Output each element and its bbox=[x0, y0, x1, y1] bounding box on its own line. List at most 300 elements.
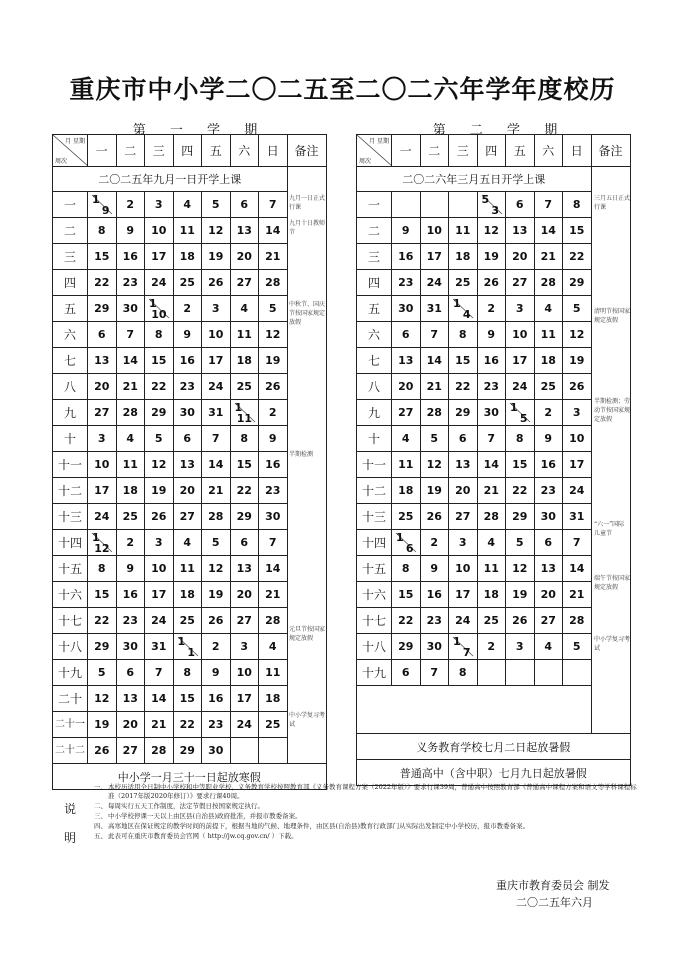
week-number: 十一 bbox=[357, 452, 392, 478]
note-index: 二、 bbox=[94, 802, 107, 810]
date-cell: 5 bbox=[563, 296, 592, 322]
date-cell: 14 bbox=[259, 218, 288, 244]
date-cell: 2 bbox=[116, 192, 145, 218]
date-cell: 26 bbox=[202, 270, 231, 296]
date-cell: 8 bbox=[449, 660, 478, 686]
weekday-header: 四 bbox=[173, 135, 202, 167]
date-cell: 26 bbox=[420, 504, 449, 530]
date-cell: 4 bbox=[116, 426, 145, 452]
date-cell: 11 bbox=[392, 452, 421, 478]
remark-text: 中秋节、国庆节按国家规定放假 bbox=[289, 301, 326, 326]
cell-day: 1 bbox=[453, 635, 461, 648]
month-start-cell bbox=[449, 634, 478, 660]
date-cell: 20 bbox=[230, 582, 259, 608]
date-cell: 8 bbox=[88, 218, 117, 244]
remark-text: 三月五日正式行课 bbox=[594, 195, 631, 211]
date-cell: 9 bbox=[477, 322, 506, 348]
date-cell: 29 bbox=[563, 270, 592, 296]
date-cell: 17 bbox=[88, 478, 117, 504]
date-cell: 21 bbox=[563, 582, 592, 608]
date-cell: 15 bbox=[392, 582, 421, 608]
week-number: 十二 bbox=[53, 478, 88, 504]
week-row bbox=[357, 530, 631, 556]
date-cell: 5 bbox=[506, 530, 535, 556]
date-cell: 30 bbox=[202, 738, 231, 764]
issue-date: 二〇二五年六月 bbox=[516, 896, 593, 909]
header-corner bbox=[357, 135, 392, 167]
date-cell bbox=[420, 192, 449, 218]
date-cell: 15 bbox=[88, 244, 117, 270]
week-row bbox=[357, 244, 631, 270]
week-row bbox=[53, 608, 327, 634]
week-number: 二十二 bbox=[53, 738, 88, 764]
semester1-title: 第 一 学 期 bbox=[132, 123, 268, 138]
week-row bbox=[357, 582, 631, 608]
date-cell: 27 bbox=[230, 608, 259, 634]
date-cell: 2 bbox=[420, 530, 449, 556]
date-cell: 27 bbox=[449, 504, 478, 530]
week-number: 十四 bbox=[357, 530, 392, 556]
date-cell: 2 bbox=[534, 400, 563, 426]
date-cell: 23 bbox=[173, 374, 202, 400]
date-cell: 29 bbox=[506, 504, 535, 530]
date-cell: 24 bbox=[563, 478, 592, 504]
semester-start-text: 二〇二六年三月五日开学上课 bbox=[357, 167, 592, 192]
remark-text: 清明节按国家规定放假 bbox=[594, 308, 631, 324]
date-cell: 20 bbox=[534, 582, 563, 608]
date-cell: 14 bbox=[563, 556, 592, 582]
date-cell: 11 bbox=[116, 452, 145, 478]
remark-text: “六一”国际儿童节 bbox=[594, 521, 625, 537]
date-cell: 15 bbox=[230, 452, 259, 478]
week-row bbox=[53, 296, 327, 322]
date-cell: 9 bbox=[116, 218, 145, 244]
date-cell: 24 bbox=[145, 608, 174, 634]
date-cell bbox=[392, 192, 421, 218]
date-cell: 29 bbox=[88, 296, 117, 322]
note-text: 中小学校停课一天以上由区县(自治县)政府批准，并报市教委备案。 bbox=[108, 812, 302, 820]
cell-month: 10 bbox=[151, 308, 167, 321]
corner-week-label: 周次 bbox=[55, 158, 68, 165]
week-row bbox=[53, 374, 327, 400]
date-cell: 4 bbox=[173, 530, 202, 556]
date-cell: 3 bbox=[506, 634, 535, 660]
date-cell: 17 bbox=[449, 582, 478, 608]
week-row bbox=[357, 296, 631, 322]
date-cell: 8 bbox=[506, 426, 535, 452]
remarks-header: 备注 bbox=[287, 135, 326, 167]
date-cell bbox=[506, 660, 535, 686]
week-row bbox=[357, 660, 631, 686]
note-item bbox=[60, 822, 640, 831]
date-cell: 31 bbox=[420, 296, 449, 322]
date-cell: 12 bbox=[259, 322, 288, 348]
week-number: 十八 bbox=[53, 634, 88, 660]
date-cell: 18 bbox=[449, 244, 478, 270]
date-cell: 7 bbox=[477, 426, 506, 452]
date-cell: 7 bbox=[202, 426, 231, 452]
week-row bbox=[357, 218, 631, 244]
weekday-header: 三 bbox=[145, 135, 174, 167]
date-cell: 28 bbox=[259, 270, 288, 296]
date-cell: 23 bbox=[116, 270, 145, 296]
week-row bbox=[53, 192, 327, 218]
date-cell: 26 bbox=[563, 374, 592, 400]
date-cell: 11 bbox=[173, 556, 202, 582]
date-cell: 25 bbox=[477, 608, 506, 634]
date-cell: 8 bbox=[563, 192, 592, 218]
week-number: 十三 bbox=[53, 504, 88, 530]
remark-text: 半期检测 bbox=[289, 451, 314, 458]
date-cell: 13 bbox=[449, 452, 478, 478]
date-cell: 21 bbox=[477, 478, 506, 504]
date-cell: 9 bbox=[420, 556, 449, 582]
date-cell: 20 bbox=[449, 478, 478, 504]
date-cell: 27 bbox=[116, 738, 145, 764]
month-start-cell bbox=[145, 296, 174, 322]
blank-area bbox=[357, 686, 592, 734]
week-row bbox=[53, 530, 327, 556]
date-cell: 16 bbox=[259, 452, 288, 478]
semester-start-text: 二〇二五年九月一日开学上课 bbox=[53, 167, 288, 192]
week-row bbox=[53, 504, 327, 530]
date-cell: 16 bbox=[202, 686, 231, 712]
week-number: 十 bbox=[53, 426, 88, 452]
week-number: 五 bbox=[357, 296, 392, 322]
date-cell: 8 bbox=[449, 322, 478, 348]
date-cell: 13 bbox=[230, 556, 259, 582]
notes-label-2: 明 bbox=[64, 831, 77, 845]
date-cell: 12 bbox=[88, 686, 117, 712]
date-cell: 30 bbox=[116, 634, 145, 660]
date-cell: 12 bbox=[202, 218, 231, 244]
date-cell: 23 bbox=[259, 478, 288, 504]
week-row bbox=[357, 192, 631, 218]
date-cell: 8 bbox=[230, 426, 259, 452]
week-number: 四 bbox=[53, 270, 88, 296]
semester2-footer-2: 普通高中（含中职）七月九日起放暑假 bbox=[357, 760, 631, 786]
date-cell: 27 bbox=[506, 270, 535, 296]
date-cell: 14 bbox=[534, 218, 563, 244]
date-cell: 28 bbox=[534, 270, 563, 296]
week-number: 八 bbox=[357, 374, 392, 400]
date-cell: 25 bbox=[173, 608, 202, 634]
week-row bbox=[357, 322, 631, 348]
week-row bbox=[53, 244, 327, 270]
date-cell: 4 bbox=[230, 296, 259, 322]
date-cell: 22 bbox=[563, 244, 592, 270]
date-cell: 22 bbox=[173, 712, 202, 738]
date-cell: 16 bbox=[477, 348, 506, 374]
month-start-cell bbox=[506, 400, 535, 426]
date-cell: 19 bbox=[563, 348, 592, 374]
date-cell: 27 bbox=[534, 608, 563, 634]
date-cell: 16 bbox=[420, 582, 449, 608]
date-cell: 26 bbox=[202, 608, 231, 634]
date-cell: 19 bbox=[202, 244, 231, 270]
cell-day: 1 bbox=[453, 297, 461, 310]
weekday-header: 六 bbox=[230, 135, 259, 167]
week-number: 十七 bbox=[53, 608, 88, 634]
date-cell bbox=[230, 738, 259, 764]
cell-day: 1 bbox=[177, 635, 186, 648]
week-row bbox=[53, 660, 327, 686]
week-row bbox=[53, 712, 327, 738]
week-row bbox=[53, 452, 327, 478]
date-cell: 28 bbox=[145, 738, 174, 764]
date-cell: 5 bbox=[420, 426, 449, 452]
week-number: 九 bbox=[53, 400, 88, 426]
date-cell: 17 bbox=[145, 244, 174, 270]
date-cell: 18 bbox=[230, 348, 259, 374]
date-cell: 29 bbox=[449, 400, 478, 426]
page-title: 重庆市中小学二〇二五至二〇二六年学年度校历 bbox=[69, 75, 616, 104]
date-cell: 10 bbox=[202, 322, 231, 348]
date-cell: 30 bbox=[534, 504, 563, 530]
date-cell: 12 bbox=[420, 452, 449, 478]
date-cell: 21 bbox=[259, 582, 288, 608]
week-number: 九 bbox=[357, 400, 392, 426]
date-cell: 2 bbox=[259, 400, 288, 426]
date-cell: 22 bbox=[506, 478, 535, 504]
date-cell: 23 bbox=[534, 478, 563, 504]
date-cell: 2 bbox=[202, 634, 231, 660]
note-index: 三、 bbox=[94, 812, 107, 820]
date-cell: 3 bbox=[145, 192, 174, 218]
remarks-header: 备注 bbox=[591, 135, 630, 167]
date-cell: 30 bbox=[420, 634, 449, 660]
semester1-calendar bbox=[52, 134, 327, 790]
week-row bbox=[357, 374, 631, 400]
date-cell: 17 bbox=[230, 686, 259, 712]
date-cell: 11 bbox=[534, 322, 563, 348]
date-cell: 17 bbox=[202, 348, 231, 374]
weekday-header: 二 bbox=[116, 135, 145, 167]
week-row bbox=[53, 348, 327, 374]
date-cell: 6 bbox=[449, 426, 478, 452]
notes-label-1: 说 bbox=[64, 802, 77, 816]
date-cell: 27 bbox=[392, 400, 421, 426]
notes bbox=[60, 783, 640, 842]
week-number: 六 bbox=[357, 322, 392, 348]
date-cell: 4 bbox=[259, 634, 288, 660]
date-cell: 6 bbox=[534, 530, 563, 556]
week-number: 三 bbox=[357, 244, 392, 270]
week-row bbox=[53, 478, 327, 504]
date-cell: 6 bbox=[230, 192, 259, 218]
date-cell: 2 bbox=[116, 530, 145, 556]
date-cell: 27 bbox=[173, 504, 202, 530]
note-text: 此表可在重庆市教育委员会官网（ http://jw.cq.gov.cn/ ）下载。 bbox=[108, 832, 298, 840]
week-number: 十九 bbox=[53, 660, 88, 686]
week-row bbox=[357, 608, 631, 634]
date-cell: 6 bbox=[392, 660, 421, 686]
date-cell: 8 bbox=[145, 322, 174, 348]
date-cell: 3 bbox=[88, 426, 117, 452]
date-cell: 28 bbox=[420, 400, 449, 426]
week-row bbox=[53, 686, 327, 712]
date-cell: 30 bbox=[392, 296, 421, 322]
date-cell: 10 bbox=[420, 218, 449, 244]
date-cell: 28 bbox=[563, 608, 592, 634]
corner-month-label: 月 星期 bbox=[65, 138, 85, 145]
date-cell: 3 bbox=[449, 530, 478, 556]
date-cell: 4 bbox=[392, 426, 421, 452]
weekday-header: 一 bbox=[392, 135, 421, 167]
weekday-header: 四 bbox=[477, 135, 506, 167]
week-number: 一 bbox=[357, 192, 392, 218]
week-row bbox=[357, 400, 631, 426]
month-start-cell bbox=[230, 400, 259, 426]
date-cell: 25 bbox=[534, 374, 563, 400]
date-cell: 20 bbox=[506, 244, 535, 270]
date-cell: 28 bbox=[259, 608, 288, 634]
date-cell: 19 bbox=[88, 712, 117, 738]
date-cell: 21 bbox=[202, 478, 231, 504]
week-row bbox=[53, 400, 327, 426]
week-number: 二十一 bbox=[53, 712, 88, 738]
date-cell: 3 bbox=[145, 530, 174, 556]
date-cell: 5 bbox=[202, 192, 231, 218]
date-cell: 15 bbox=[173, 686, 202, 712]
date-cell: 26 bbox=[88, 738, 117, 764]
date-cell: 24 bbox=[506, 374, 535, 400]
date-cell: 26 bbox=[506, 608, 535, 634]
note-index: 五、 bbox=[94, 832, 107, 840]
weekday-header: 日 bbox=[259, 135, 288, 167]
date-cell: 21 bbox=[145, 712, 174, 738]
date-cell bbox=[449, 192, 478, 218]
cell-month: 11 bbox=[236, 412, 252, 425]
date-cell: 24 bbox=[420, 270, 449, 296]
month-start-cell bbox=[173, 634, 202, 660]
date-cell: 19 bbox=[420, 478, 449, 504]
week-number: 二 bbox=[53, 218, 88, 244]
date-cell: 5 bbox=[88, 660, 117, 686]
week-row bbox=[357, 478, 631, 504]
cell-day: 5 bbox=[481, 193, 490, 206]
date-cell: 19 bbox=[202, 582, 231, 608]
date-cell: 27 bbox=[88, 400, 117, 426]
week-number: 二 bbox=[357, 218, 392, 244]
date-cell: 17 bbox=[420, 244, 449, 270]
week-row bbox=[53, 426, 327, 452]
note-item bbox=[60, 832, 640, 841]
month-start-cell bbox=[392, 530, 421, 556]
remark-text: 半期检测；劳动节按国家规定放假 bbox=[594, 398, 631, 423]
date-cell: 11 bbox=[259, 660, 288, 686]
date-cell: 24 bbox=[202, 374, 231, 400]
date-cell: 2 bbox=[173, 296, 202, 322]
date-cell: 30 bbox=[259, 504, 288, 530]
date-cell: 25 bbox=[230, 374, 259, 400]
date-cell: 12 bbox=[563, 322, 592, 348]
week-number: 十四 bbox=[53, 530, 88, 556]
date-cell: 4 bbox=[534, 634, 563, 660]
date-cell: 18 bbox=[173, 582, 202, 608]
corner-week-label: 周次 bbox=[359, 158, 372, 165]
date-cell: 31 bbox=[145, 634, 174, 660]
cell-day: 1 bbox=[234, 401, 243, 414]
date-cell: 5 bbox=[259, 296, 288, 322]
week-number: 十二 bbox=[357, 478, 392, 504]
date-cell: 31 bbox=[202, 400, 231, 426]
date-cell: 15 bbox=[506, 452, 535, 478]
date-cell: 8 bbox=[392, 556, 421, 582]
note-text: 本校历适用全日制中小学校和中等职业学校，义务教育学校按照教育部《义务教育课程方案（2022年版）》要求行课39周，普通高中按照教育部《普通高中课程方案和语文等学科课程标准（2017年版2020年修订）》要求行课40周。 bbox=[108, 783, 637, 800]
date-cell: 25 bbox=[116, 504, 145, 530]
date-cell: 9 bbox=[173, 322, 202, 348]
date-cell: 23 bbox=[420, 608, 449, 634]
date-cell: 22 bbox=[145, 374, 174, 400]
date-cell: 11 bbox=[230, 322, 259, 348]
date-cell: 6 bbox=[230, 530, 259, 556]
date-cell: 25 bbox=[259, 712, 288, 738]
date-cell bbox=[259, 738, 288, 764]
date-cell: 20 bbox=[116, 712, 145, 738]
date-cell: 7 bbox=[534, 192, 563, 218]
date-cell: 6 bbox=[88, 322, 117, 348]
week-number: 五 bbox=[53, 296, 88, 322]
note-item bbox=[60, 802, 640, 811]
weekday-header: 三 bbox=[449, 135, 478, 167]
date-cell: 7 bbox=[563, 530, 592, 556]
date-cell: 20 bbox=[173, 478, 202, 504]
week-row bbox=[357, 452, 631, 478]
date-cell: 18 bbox=[116, 478, 145, 504]
cell-month: 1 bbox=[187, 646, 195, 659]
date-cell: 9 bbox=[534, 426, 563, 452]
date-cell: 10 bbox=[449, 556, 478, 582]
week-row bbox=[357, 556, 631, 582]
week-number: 十九 bbox=[357, 660, 392, 686]
date-cell: 26 bbox=[145, 504, 174, 530]
cell-month: 12 bbox=[94, 542, 110, 555]
weekday-header: 五 bbox=[506, 135, 535, 167]
date-cell: 26 bbox=[259, 374, 288, 400]
weekday-header: 一 bbox=[88, 135, 117, 167]
week-number: 十 bbox=[357, 426, 392, 452]
date-cell: 13 bbox=[534, 556, 563, 582]
date-cell: 29 bbox=[392, 634, 421, 660]
semester1-footer: 中小学一月三十一日起放寒假 bbox=[53, 764, 327, 790]
date-cell: 30 bbox=[477, 400, 506, 426]
week-number: 十七 bbox=[357, 608, 392, 634]
weekday-header: 二 bbox=[420, 135, 449, 167]
date-cell: 8 bbox=[88, 556, 117, 582]
date-cell: 8 bbox=[173, 660, 202, 686]
week-row bbox=[53, 270, 327, 296]
date-cell: 21 bbox=[116, 374, 145, 400]
week-row bbox=[53, 218, 327, 244]
date-cell: 14 bbox=[259, 556, 288, 582]
week-row bbox=[53, 582, 327, 608]
date-cell: 6 bbox=[392, 322, 421, 348]
date-cell: 17 bbox=[563, 452, 592, 478]
week-number: 四 bbox=[357, 270, 392, 296]
date-cell: 13 bbox=[173, 452, 202, 478]
date-cell: 11 bbox=[477, 556, 506, 582]
date-cell: 18 bbox=[477, 582, 506, 608]
date-cell: 14 bbox=[477, 452, 506, 478]
date-cell: 19 bbox=[506, 582, 535, 608]
month-start-cell bbox=[88, 530, 117, 556]
date-cell: 12 bbox=[477, 218, 506, 244]
month-start-cell bbox=[477, 192, 506, 218]
date-cell: 15 bbox=[145, 348, 174, 374]
note-index: 四、 bbox=[94, 822, 107, 830]
week-number: 三 bbox=[53, 244, 88, 270]
